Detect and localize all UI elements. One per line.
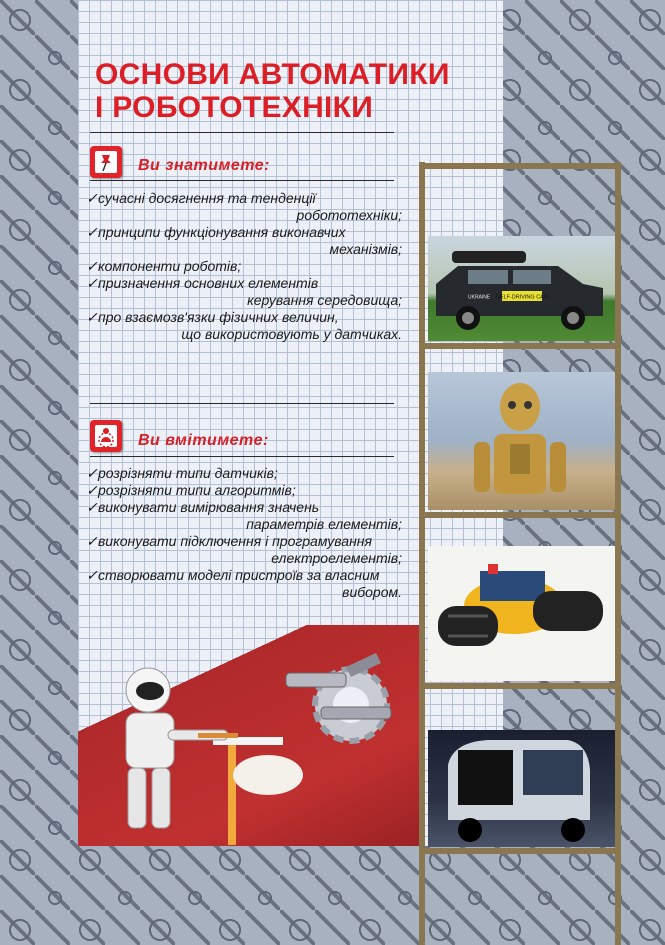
- robot-arm-gear-illustration: [281, 645, 411, 745]
- ladder-rung: [419, 683, 621, 689]
- check-icon: ✓: [86, 275, 98, 291]
- page-title-line1: ОСНОВИ АВТОМАТИКИ: [95, 58, 450, 91]
- title-divider: [90, 132, 394, 133]
- list-item: ✓ виконувати вимірювання значень параметрів елементів;: [86, 499, 402, 532]
- humanoid-robot-photo: [428, 372, 615, 510]
- list-item: ✓ принципи функціонування виконавчих механізмів;: [86, 224, 402, 257]
- car-side-text: UKRAINE: [468, 294, 491, 301]
- page-title: [95, 58, 450, 124]
- can-heading: Ви вмітимете:: [138, 432, 269, 449]
- ladder-rail-left: [419, 162, 425, 945]
- list-item: ✓ призначення основних елементів керування середовища;: [86, 275, 402, 308]
- check-icon: ✓: [86, 258, 98, 274]
- section-divider: [90, 403, 394, 404]
- check-icon: ✓: [86, 309, 98, 325]
- know-heading: Ви знатимете:: [138, 157, 270, 174]
- pushpin-icon: [90, 146, 122, 178]
- list-item: ✓ про взаємозв'язки фізичних величин, що використовують у датчиках.: [86, 309, 402, 342]
- check-icon: ✓: [86, 465, 98, 481]
- ladder-rail-right: [615, 162, 621, 945]
- check-icon: ✓: [86, 482, 98, 498]
- list-item: ✓ розрізняти типи алгоритмів;: [86, 482, 296, 498]
- ladder-rung: [419, 512, 621, 518]
- check-icon: ✓: [86, 224, 98, 240]
- person-gear-icon: [90, 420, 122, 452]
- list-item: ✓ сучасні досягнення та тенденції робототехніки;: [86, 190, 402, 223]
- ladder-rung: [419, 848, 621, 854]
- can-list: [86, 465, 402, 601]
- can-divider: [90, 456, 394, 457]
- list-item: ✓ розрізняти типи датчиків;: [86, 465, 278, 481]
- page-title-line2: І РОБОТОТЕХНІКИ: [95, 91, 374, 124]
- list-item: ✓ створювати моделі пристроїв за власним вибором.: [86, 567, 402, 600]
- check-icon: ✓: [86, 190, 98, 206]
- list-item: ✓ виконувати підключення і програмування електроелементів;: [86, 533, 402, 566]
- check-icon: ✓: [86, 567, 98, 583]
- know-list: [86, 190, 402, 343]
- list-item: ✓ компоненти роботів;: [86, 258, 242, 274]
- check-icon: ✓: [86, 533, 98, 549]
- self-driving-car-photo: [428, 236, 615, 341]
- check-icon: ✓: [86, 499, 98, 515]
- autonomous-pod-photo: [428, 730, 615, 847]
- ladder-rung: [419, 163, 621, 169]
- know-divider: [90, 180, 394, 181]
- ladder-rung: [419, 343, 621, 349]
- car-label-text: SELF-DRIVING CAR: [496, 294, 548, 301]
- tracked-robot-photo: [428, 546, 615, 681]
